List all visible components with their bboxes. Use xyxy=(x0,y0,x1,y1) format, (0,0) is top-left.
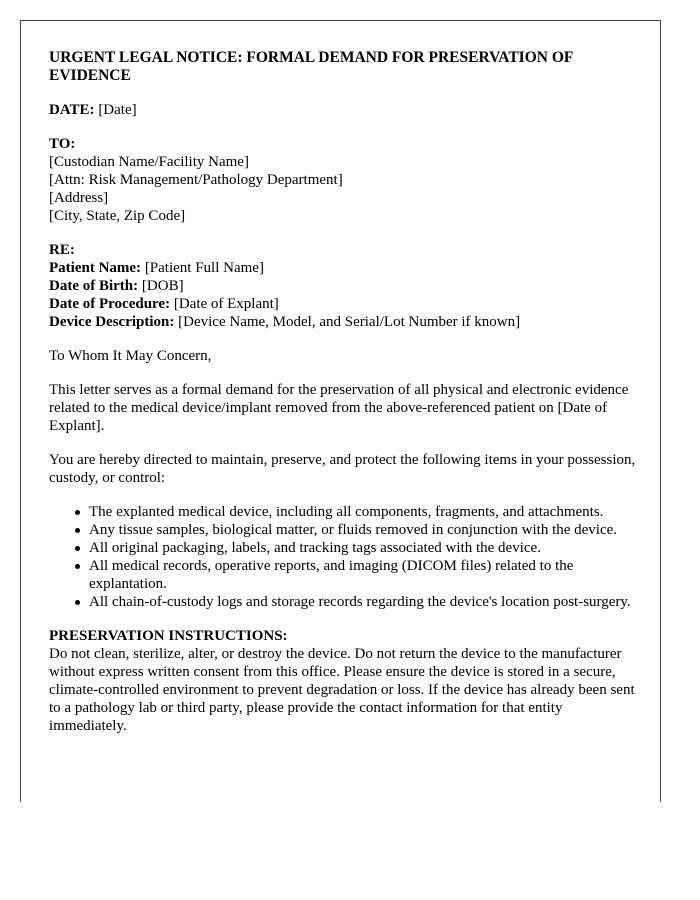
letter-page xyxy=(20,20,661,802)
reference-field-label: Date of Birth: xyxy=(49,278,139,294)
reference-field xyxy=(49,295,639,313)
instructions-text: Do not clean, sterilize, alter, or destroy the device. Do not return the device to the manufacturer without express written consent from this office. Please ensure the device is stored in a secure, climate-controlled environment to prevent degradation or loss. If the device has already been sent to a pathology lab or third party, please provide the contact information for that entity immediately. xyxy=(49,646,635,734)
list-item-text: All chain-of-custody logs and storage records regarding the device's location post-surgery. xyxy=(89,594,631,610)
reference-field-label: Date of Procedure: xyxy=(49,296,171,312)
body-paragraph: You are hereby directed to maintain, preserve, and protect the following items in your possession, custody, or control: xyxy=(49,452,636,486)
bullet-icon xyxy=(75,546,80,551)
instructions-block xyxy=(49,627,639,735)
list-item xyxy=(89,539,639,557)
bullet-icon xyxy=(75,564,80,569)
reference-block xyxy=(49,241,639,331)
date-label: DATE: xyxy=(49,102,95,118)
recipient-line: [Address] xyxy=(49,190,109,206)
body-paragraph: This letter serves as a formal demand for the preservation of all physical and electronic evidence related to the medical device/implant removed from the above-referenced patient on [Date of Explant]. xyxy=(49,382,629,434)
list-item xyxy=(89,593,639,611)
reference-field xyxy=(49,259,639,277)
list-item-text: All medical records, operative reports, and imaging (DICOM files) related to the explantation. xyxy=(89,558,574,592)
reference-field-value: [Device Name, Model, and Serial/Lot Number if known] xyxy=(174,314,521,330)
recipient-line: [Custodian Name/Facility Name] xyxy=(49,154,249,170)
list-item-text: All original packaging, labels, and tracking tags associated with the device. xyxy=(89,540,541,556)
recipient-line: [Attn: Risk Management/Pathology Department] xyxy=(49,172,343,188)
letter-content xyxy=(49,49,639,751)
list-item xyxy=(89,557,639,593)
list-item xyxy=(89,521,639,539)
bullet-icon xyxy=(75,528,80,533)
recipient-block xyxy=(49,135,639,225)
recipient-line: [City, State, Zip Code] xyxy=(49,208,186,224)
evidence-list xyxy=(49,503,639,611)
list-item xyxy=(89,503,639,521)
reference-field-label: Device Description: xyxy=(49,314,175,330)
list-item-text: The explanted medical device, including all components, fragments, and attachments. xyxy=(89,504,604,520)
salutation: To Whom It May Concern, xyxy=(49,348,212,364)
reference-field-value: [Date of Explant] xyxy=(170,296,279,312)
date-value: [Date] xyxy=(94,102,137,118)
instructions-heading: PRESERVATION INSTRUCTIONS: xyxy=(49,628,288,644)
bullet-icon xyxy=(75,600,80,605)
date-block xyxy=(49,101,639,119)
to-label: TO: xyxy=(49,136,76,152)
bullet-icon xyxy=(75,510,80,515)
list-item-text: Any tissue samples, biological matter, or fluids removed in conjunction with the device. xyxy=(89,522,618,538)
reference-field-label: Patient Name: xyxy=(49,260,142,276)
reference-field-value: [DOB] xyxy=(138,278,184,294)
reference-field xyxy=(49,313,639,331)
reference-field xyxy=(49,277,639,295)
reference-field-value: [Patient Full Name] xyxy=(141,260,264,276)
notice-title: URGENT LEGAL NOTICE: FORMAL DEMAND FOR PRESERVATION OF EVIDENCE xyxy=(49,49,573,84)
re-label: RE: xyxy=(49,242,75,258)
